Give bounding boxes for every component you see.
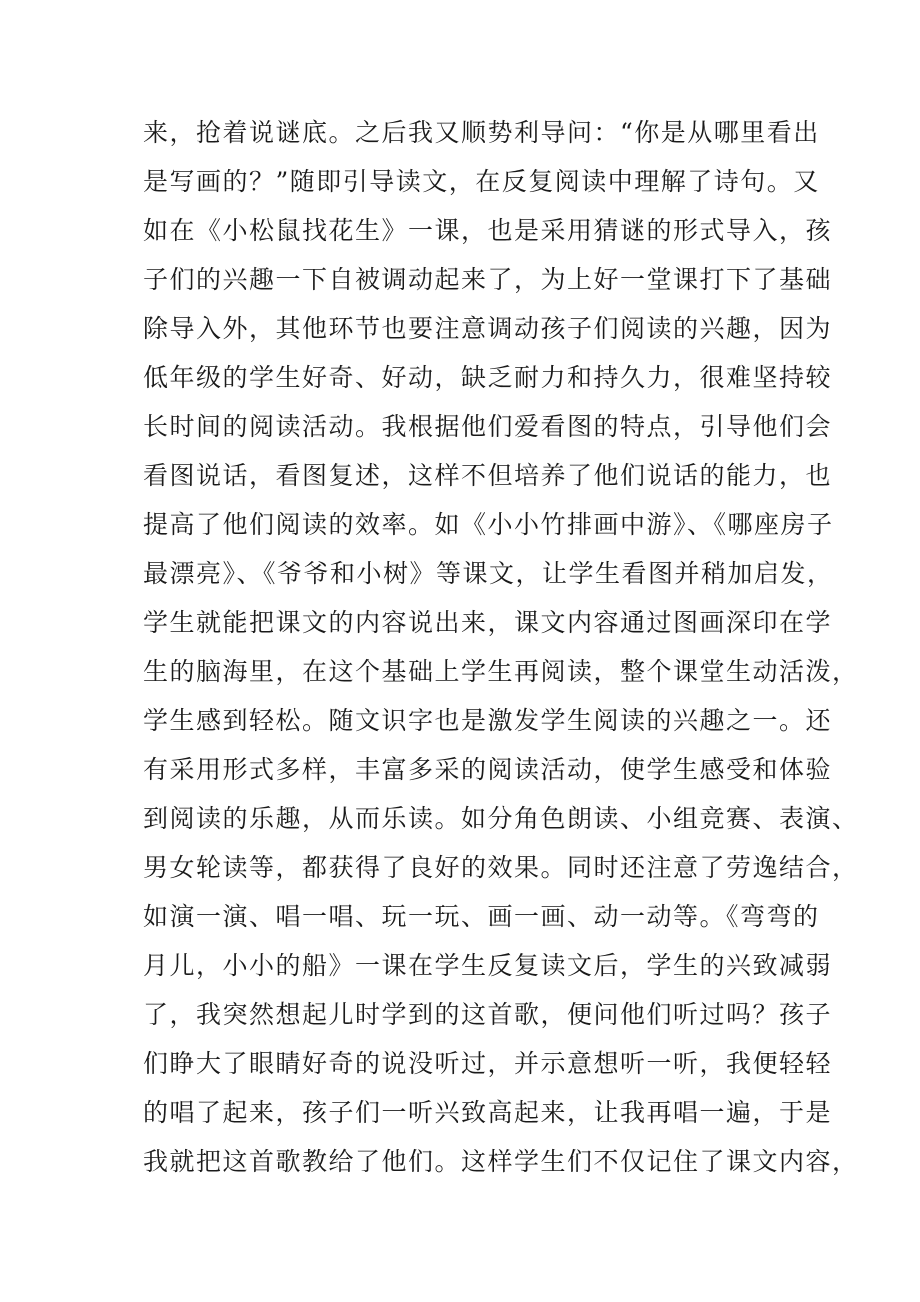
- text-line: 来，抢着说谜底。之后我又顺势利导问：“你是从哪里看出: [143, 118, 820, 147]
- text-line: 们睁大了眼睛好奇的说没听过，并示意想听一听，我便轻轻: [143, 1049, 833, 1078]
- text-line: 男女轮读等，都获得了良好的效果。同时还注意了劳逸结合，: [143, 853, 859, 882]
- text-line: 的唱了起来，孩子们一听兴致高起来，让我再唱一遍，于是: [143, 1098, 833, 1127]
- text-line: 子们的兴趣一下自被调动起来了，为上好一堂课打下了基础: [143, 265, 833, 294]
- text-line: 学生就能把课文的内容说出来，课文内容通过图画深印在学: [143, 608, 833, 637]
- text-line: 长时间的阅读活动。我根据他们爱看图的特点，引导他们会: [143, 412, 833, 441]
- body-text: [143, 108, 859, 1186]
- text-line: 最漂亮》、《爷爷和小树》等课文，让学生看图并稍加启发，: [143, 559, 834, 588]
- text-line: 低年级的学生好奇、好动，缺乏耐力和持久力，很难坚持较: [143, 363, 833, 392]
- text-line: 是写画的？”随即引导读文，在反复阅读中理解了诗句。又: [143, 167, 820, 196]
- text-line: 学生感到轻松。随文识字也是激发学生阅读的兴趣之一。还: [143, 706, 833, 735]
- text-line: 生的脑海里，在这个基础上学生再阅读，整个课堂生动活泼，: [143, 657, 859, 686]
- text-line: 如在《小松鼠找花生》一课，也是采用猜谜的形式导入，孩: [143, 216, 833, 245]
- text-line: 看图说话，看图复述，这样不但培养了他们说话的能力，也: [143, 461, 833, 490]
- text-line: 了，我突然想起儿时学到的这首歌，便问他们听过吗？孩子: [143, 1000, 833, 1029]
- text-line: 我就把这首歌教给了他们。这样学生们不仅记住了课文内容，: [143, 1147, 859, 1176]
- text-line: 有采用形式多样，丰富多采的阅读活动，使学生感受和体验: [143, 755, 833, 784]
- text-line: 提高了他们阅读的效率。如《小小竹排画中游》、《哪座房子: [143, 510, 834, 539]
- text-line: 月儿，小小的船》一课在学生反复读文后，学生的兴致减弱: [143, 951, 833, 980]
- text-line: 除导入外，其他环节也要注意调动孩子们阅读的兴趣，因为: [143, 314, 833, 343]
- text-line: 到阅读的乐趣，从而乐读。如分角色朗读、小组竞赛、表演、: [143, 804, 859, 833]
- text-line: 如演一演、唱一唱、玩一玩、画一画、动一动等。《弯弯的: [143, 902, 820, 931]
